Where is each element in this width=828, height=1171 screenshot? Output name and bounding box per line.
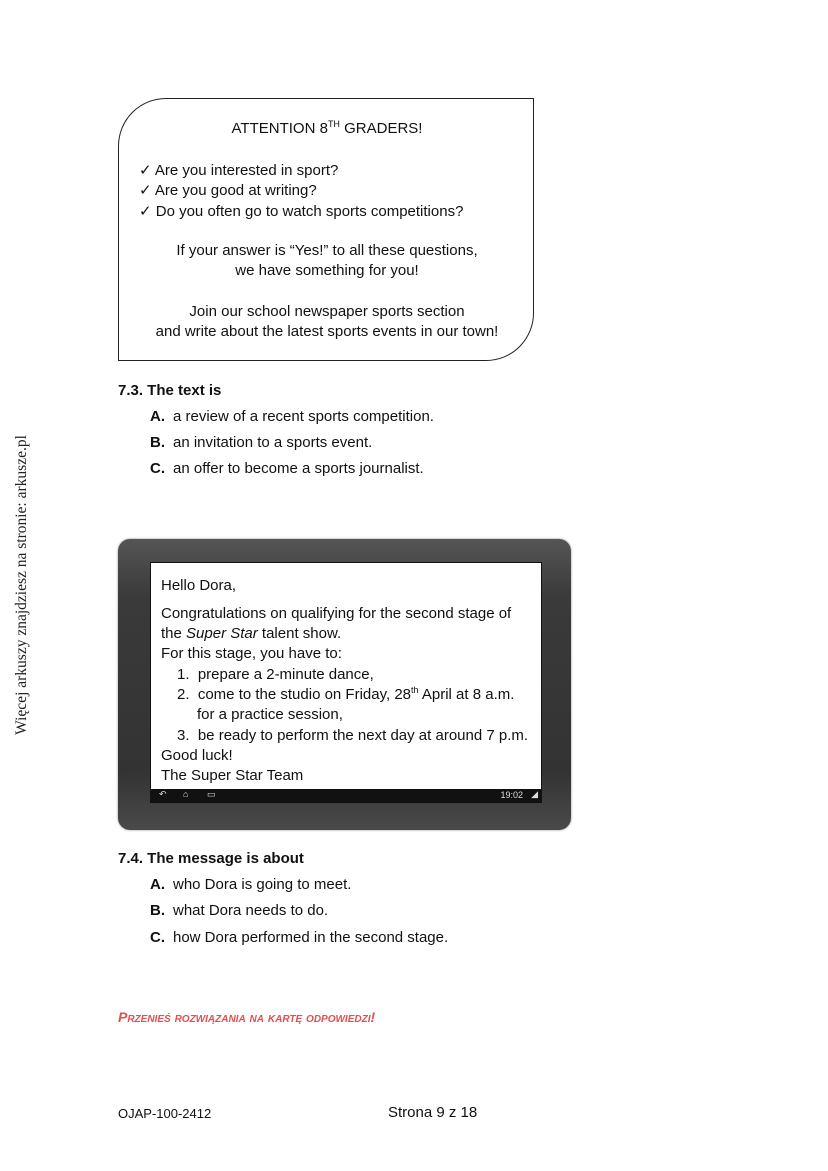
option-b [150,434,372,451]
option-text: what Dora needs to do. [173,902,329,919]
recent-apps-icon: ▭ [207,789,216,799]
side-watermark: Więcej arkuszy znajdziesz na stronie: arkusze.pl [13,435,30,735]
notice-title [119,120,535,137]
option-c [150,929,448,946]
check-text: Are you good at writing? [154,182,317,199]
question-7-4: 7.4. The message is about [118,850,304,867]
notice-text: and write about the latest sports events in our town! [155,323,499,340]
t: April at 8 a.m. [418,686,515,703]
option-c [150,460,424,477]
msg-line [161,625,341,643]
tablet-image [118,539,571,830]
option-text: how Dora performed in the second stage. [173,929,449,946]
option-letter: C. [150,929,165,946]
notice-text: we have something for you! [235,262,419,279]
question-7-3: 7.3. The text is [118,382,222,399]
check-item: ✓ Do you often go to watch sports competitions? [139,203,464,220]
msg-item [177,686,514,704]
back-icon: ↶ [159,789,167,799]
show-name: Super Star [186,625,258,642]
check-item: ✓ Are you good at writing? [139,182,317,199]
notice-text: Join our school newspaper sports section [189,303,465,320]
clock: 19:02 [500,790,523,800]
tablet-screen [150,562,542,803]
t: the [161,625,187,642]
option-b [150,902,328,919]
option-letter: B. [150,434,165,451]
t: 2. come to the studio on Friday, 28 [177,686,412,703]
option-letter: A. [150,408,165,425]
title-text: ATTENTION 8 [231,120,328,137]
notice-box [118,98,534,361]
msg-item: for a practice session, [197,706,343,723]
signal-icon: ◢ [531,789,538,799]
check-item: ✓ Are you interested in sport? [139,162,339,179]
option-text: an offer to become a sports journalist. [173,460,424,477]
check-text: Are you interested in sport? [154,162,339,179]
msg-line: Good luck! [161,747,233,764]
page-number: Strona 9 z 18 [388,1104,478,1121]
msg-item: 1. prepare a 2-minute dance, [177,666,374,683]
title-end: GRADERS! [339,120,423,137]
option-a [150,408,434,425]
exam-code: OJAP-100-2412 [118,1106,212,1121]
transfer-answers-notice: Przenieś rozwiązania na kartę odpowiedzi! [118,1009,376,1025]
msg-greeting: Hello Dora, [161,577,237,594]
option-letter: B. [150,902,165,919]
msg-signature: The Super Star Team [161,767,304,784]
check-text: Do you often go to watch sports competitions? [155,203,464,220]
home-icon: ⌂ [183,789,189,799]
title-sup: TH [327,119,340,129]
msg-line: Congratulations on qualifying for the second stage of [161,605,512,622]
t: talent show. [257,625,342,642]
option-letter: A. [150,876,165,893]
option-letter: C. [150,460,165,477]
notice-text: If your answer is “Yes!” to all these questions, [176,242,478,259]
msg-item: 3. be ready to perform the next day at around 7 p.m. [177,727,529,744]
option-text: who Dora is going to meet. [173,876,352,893]
option-text: an invitation to a sports event. [173,434,373,451]
option-a [150,876,351,893]
option-text: a review of a recent sports competition. [173,408,434,425]
android-navbar [151,789,541,802]
t: th [411,685,419,695]
msg-line: For this stage, you have to: [161,645,342,662]
